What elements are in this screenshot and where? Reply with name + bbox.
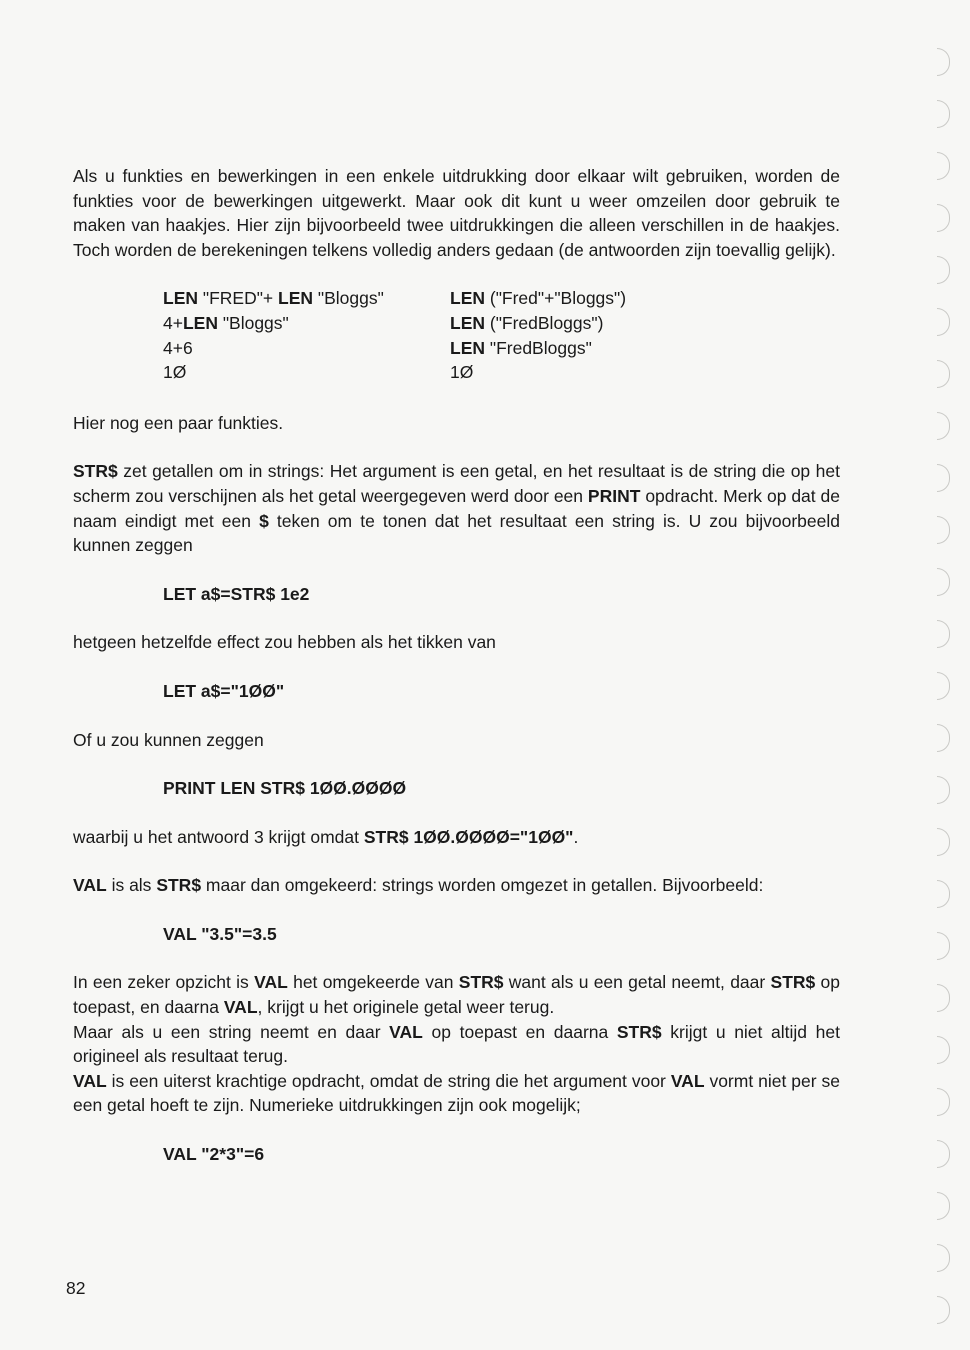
spacer bbox=[73, 898, 840, 922]
binding-ring bbox=[937, 1088, 950, 1116]
binding-ring bbox=[937, 724, 950, 752]
code-text: "Bloggs" bbox=[217, 312, 289, 333]
spacer bbox=[73, 262, 840, 286]
binding-ring bbox=[937, 516, 950, 544]
spacer bbox=[73, 849, 840, 873]
spacer bbox=[73, 1118, 840, 1142]
spacer bbox=[73, 385, 840, 411]
binding-ring bbox=[937, 776, 950, 804]
or-say-line: Of u zou kunnen zeggen bbox=[73, 729, 264, 750]
same-effect-line: hetgeen hetzelfde effect zou hebben als het tikken van bbox=[73, 632, 496, 653]
binding-ring bbox=[937, 204, 950, 232]
but-paragraph bbox=[73, 1020, 840, 1069]
spacer bbox=[73, 704, 840, 728]
text: op toepast en daarna bbox=[422, 1021, 617, 1042]
keyword: VAL bbox=[223, 997, 258, 1018]
keyword: STR$ bbox=[770, 972, 816, 993]
code-text: "FRED"+ bbox=[198, 288, 279, 309]
example-right-row-1 bbox=[450, 286, 750, 311]
code-text: "FredBloggs" bbox=[485, 337, 592, 358]
keyword: PRINT bbox=[587, 485, 641, 506]
text: waarbij u het antwoord 3 krijgt omdat bbox=[73, 826, 364, 847]
keyword: STR$ 1ØØ.ØØØØ="1ØØ" bbox=[363, 826, 574, 847]
example-left-row-3: 4+6 bbox=[163, 337, 193, 358]
keyword: LEN bbox=[163, 288, 198, 309]
binding-ring bbox=[937, 880, 950, 908]
text: Maar als u een string neemt en daar bbox=[73, 1021, 390, 1042]
code-example-5: VAL "2*3"=6 bbox=[163, 1144, 265, 1165]
binding-ring bbox=[937, 48, 950, 76]
text: is een uiterst krachtige opdracht, omdat de string die het argument voor bbox=[106, 1070, 671, 1091]
val-paragraph bbox=[73, 873, 840, 898]
text: want als u een getal neemt, daar bbox=[503, 972, 771, 993]
code-text: ("Fred"+"Bloggs") bbox=[485, 288, 627, 309]
code-example-2: LET a$="1ØØ" bbox=[163, 680, 285, 701]
binding-ring bbox=[937, 1192, 950, 1220]
text: op toepast, en daarna bbox=[73, 972, 840, 1018]
more-functions-line: Hier nog een paar funkties. bbox=[73, 412, 284, 433]
keyword: STR$ bbox=[156, 875, 202, 896]
binding-ring bbox=[937, 100, 950, 128]
binding-ring bbox=[937, 672, 950, 700]
example-right-row-4: 1Ø bbox=[450, 362, 474, 383]
keyword: VAL bbox=[389, 1021, 423, 1042]
keyword: LEN bbox=[450, 312, 485, 333]
keyword: VAL bbox=[73, 875, 107, 896]
binding-ring bbox=[937, 1036, 950, 1064]
binding-ring bbox=[937, 1296, 950, 1324]
binding-ring bbox=[937, 620, 950, 648]
text: opdracht. Merk op dat de naam eindigt met een bbox=[73, 485, 840, 531]
code-example-4: VAL "3.5"=3.5 bbox=[163, 923, 277, 944]
spacer bbox=[73, 946, 840, 970]
inverse-paragraph bbox=[73, 970, 840, 1019]
keyword: STR$ bbox=[616, 1021, 662, 1042]
code-example-3: PRINT LEN STR$ 1ØØ.ØØØØ bbox=[163, 778, 407, 799]
keyword: STR$ bbox=[458, 972, 504, 993]
code-text: 4+ bbox=[163, 312, 183, 333]
text: , krijgt u het originele getal weer terug. bbox=[257, 997, 555, 1018]
page-number: 82 bbox=[66, 1278, 86, 1298]
keyword: VAL bbox=[73, 1070, 107, 1091]
text: . bbox=[573, 826, 579, 847]
page-content bbox=[73, 164, 840, 1167]
example-left-row-4: 1Ø bbox=[163, 362, 187, 383]
text: is als bbox=[106, 875, 157, 896]
binding-ring bbox=[937, 932, 950, 960]
binding-rings bbox=[920, 40, 950, 1330]
keyword: LEN bbox=[278, 288, 314, 309]
keyword: LEN bbox=[450, 337, 485, 358]
spacer bbox=[73, 606, 840, 630]
binding-ring bbox=[937, 360, 950, 388]
str-paragraph bbox=[73, 459, 840, 557]
powerful-paragraph bbox=[73, 1069, 840, 1118]
keyword: STR$ bbox=[73, 461, 118, 482]
binding-ring bbox=[937, 256, 950, 284]
example-left-column bbox=[163, 286, 450, 384]
code-text: "Bloggs" bbox=[313, 288, 384, 309]
binding-ring bbox=[937, 984, 950, 1012]
keyword: $ bbox=[259, 510, 269, 531]
answer-paragraph bbox=[73, 825, 840, 850]
binding-ring bbox=[937, 308, 950, 336]
code-example-1: LET a$=STR$ 1e2 bbox=[163, 583, 310, 604]
spacer bbox=[73, 435, 840, 459]
text: teken om te tonen dat het resultaat een string is. U zou bijvoorbeeld kunnen zeggen bbox=[73, 510, 840, 556]
spacer bbox=[73, 655, 840, 679]
example-right-column bbox=[450, 286, 750, 384]
text: zet getallen om in strings: Het argument is een getal, en het resultaat is de string die op het scherm zou verschijnen als het getal weergegeven werd door een bbox=[73, 461, 840, 506]
binding-ring bbox=[937, 568, 950, 596]
code-text: ("FredBloggs") bbox=[485, 312, 604, 333]
example-right-row-3 bbox=[450, 336, 750, 361]
intro-paragraph: Als u funkties en bewerkingen in een enkele uitdrukking door elkaar wilt gebruiken, worden de funkties voor de bewerkingen uitgewerkt. Maar ook dit kunt u weer omzeilen door gebruik te maken van haakjes. Hier zijn bijvoorbeeld twee uitdrukkingen die alleen verschillen in de haakjes. Toch worden de berekeningen telkens volledig anders gedaan (de antwoorden zijn toevallig gelijk). bbox=[73, 166, 840, 260]
example-left-row-1 bbox=[163, 286, 450, 311]
example-left-row-2 bbox=[163, 311, 450, 336]
binding-ring bbox=[937, 828, 950, 856]
binding-ring bbox=[937, 152, 950, 180]
keyword: VAL bbox=[670, 1070, 705, 1091]
keyword: LEN bbox=[450, 288, 485, 309]
text: het omgekeerde van bbox=[287, 972, 459, 993]
spacer bbox=[73, 558, 840, 582]
text: vormt niet per se een getal hoeft te zijn. Numerieke uitdrukkingen zijn ook mogelijk; bbox=[73, 1070, 840, 1116]
keyword: LEN bbox=[182, 312, 218, 333]
spacer bbox=[73, 752, 840, 776]
binding-ring bbox=[937, 412, 950, 440]
keyword: VAL bbox=[254, 972, 288, 993]
text: In een zeker opzicht is bbox=[73, 972, 255, 993]
example-right-row-2 bbox=[450, 311, 750, 336]
binding-ring bbox=[937, 464, 950, 492]
binding-ring bbox=[937, 1244, 950, 1272]
example-table bbox=[163, 286, 840, 384]
spacer bbox=[73, 801, 840, 825]
text: maar dan omgekeerd: strings worden omgezet in getallen. Bijvoorbeeld: bbox=[201, 875, 764, 896]
text: krijgt u niet altijd het origineel als resultaat terug. bbox=[73, 1021, 840, 1067]
binding-ring bbox=[937, 1140, 950, 1168]
